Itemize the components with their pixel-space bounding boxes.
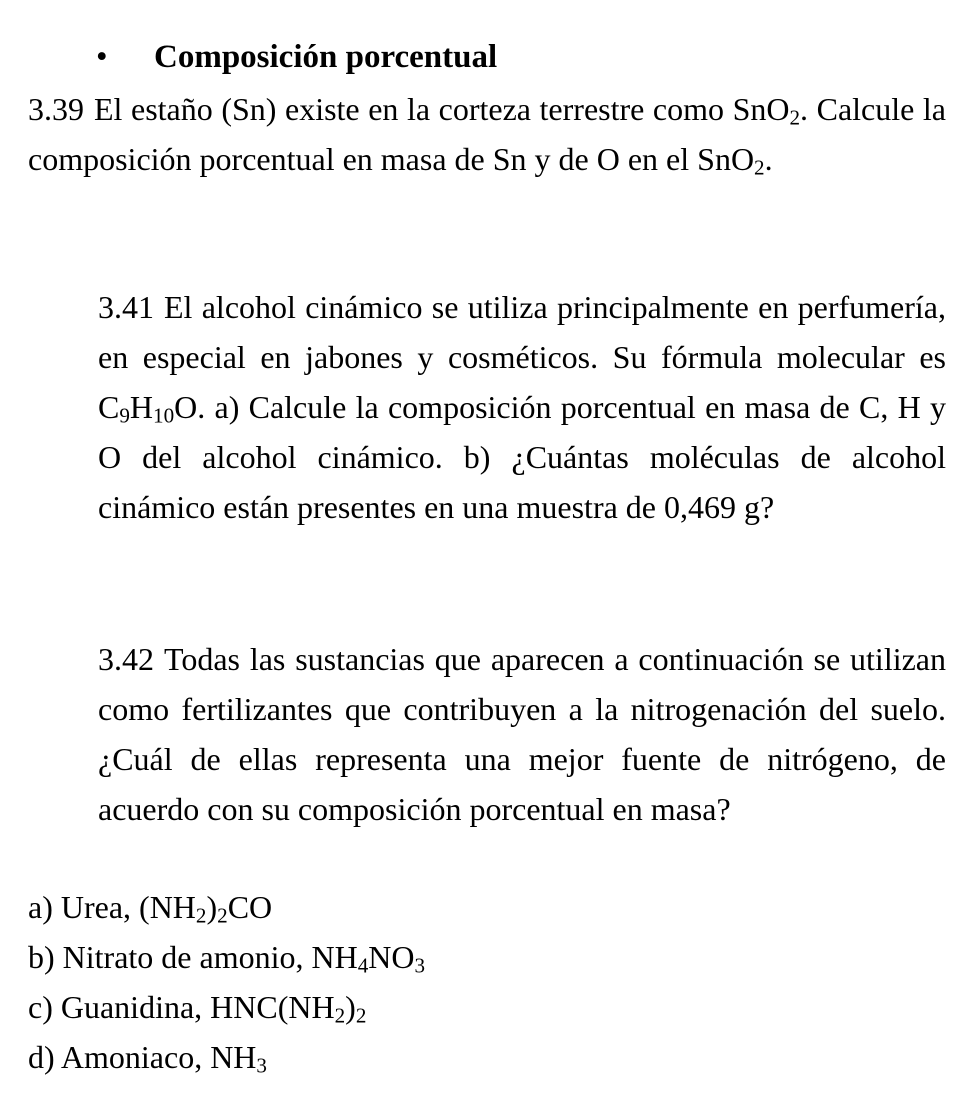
subscript: 4: [357, 953, 369, 978]
problem-3-42: [98, 634, 946, 834]
subscript: 2: [789, 105, 801, 130]
problem-number: 3.41: [98, 289, 154, 325]
problem-3-41: [98, 282, 946, 532]
subscript: 9: [119, 403, 130, 428]
subscript: 2: [355, 1003, 367, 1028]
subscript: 10: [153, 403, 175, 428]
problem-number: 3.42: [98, 641, 154, 677]
section-heading: [96, 34, 497, 80]
option-c: c) Guanidina, $HNC(NH_2)_2$: [28, 989, 367, 1028]
problem-text: . Calcule la composición porcentual en masa de Sn y de O en el SnO: [28, 91, 947, 177]
problem-3-39: [28, 84, 946, 184]
bullet-icon: •: [96, 39, 108, 75]
problem-text: El estaño (Sn) existe en la corteza terrestre como SnO: [94, 91, 790, 127]
subscript: 3: [414, 953, 426, 978]
section-heading-text: Composición porcentual: [154, 39, 498, 75]
problem-text: Todas las sustancias que aparecen a continuación se utilizan como fertilizantes que contribuyen a la nitrogenación del suelo. ¿Cuál de ellas representa una mejor fuente de nitrógeno, de acuerdo con su composición porcentual en masa?: [98, 641, 946, 827]
answer-options: [28, 882, 425, 1082]
subscript: 2: [754, 155, 765, 180]
subscript: 2: [334, 1003, 346, 1028]
problem-text: El alcohol cinámico se utiliza principalmente en perfumería, en especial en jabones y cosméticos. Su fórmula molecular es C: [98, 289, 946, 425]
problem-text: .: [764, 141, 773, 177]
option-a: a) Urea, $(NH_2)_2CO$: [28, 889, 273, 928]
option-d: d) Amoniaco, $NH_3$: [28, 1039, 267, 1078]
problem-number: 3.39: [28, 91, 84, 127]
problem-text: O. a) Calcule la composición porcentual en masa de C, H y O del alcohol cinámico. b) ¿Cuántas moléculas de alcohol cinámico están presentes en una muestra de 0,469 g?: [98, 389, 946, 525]
subscript: 3: [256, 1053, 267, 1078]
subscript: 2: [195, 903, 207, 928]
subscript: 2: [217, 903, 228, 928]
problem-text: H: [129, 389, 154, 425]
option-b: b) Nitrato de amonio, $NH_4NO_3$: [28, 939, 426, 978]
